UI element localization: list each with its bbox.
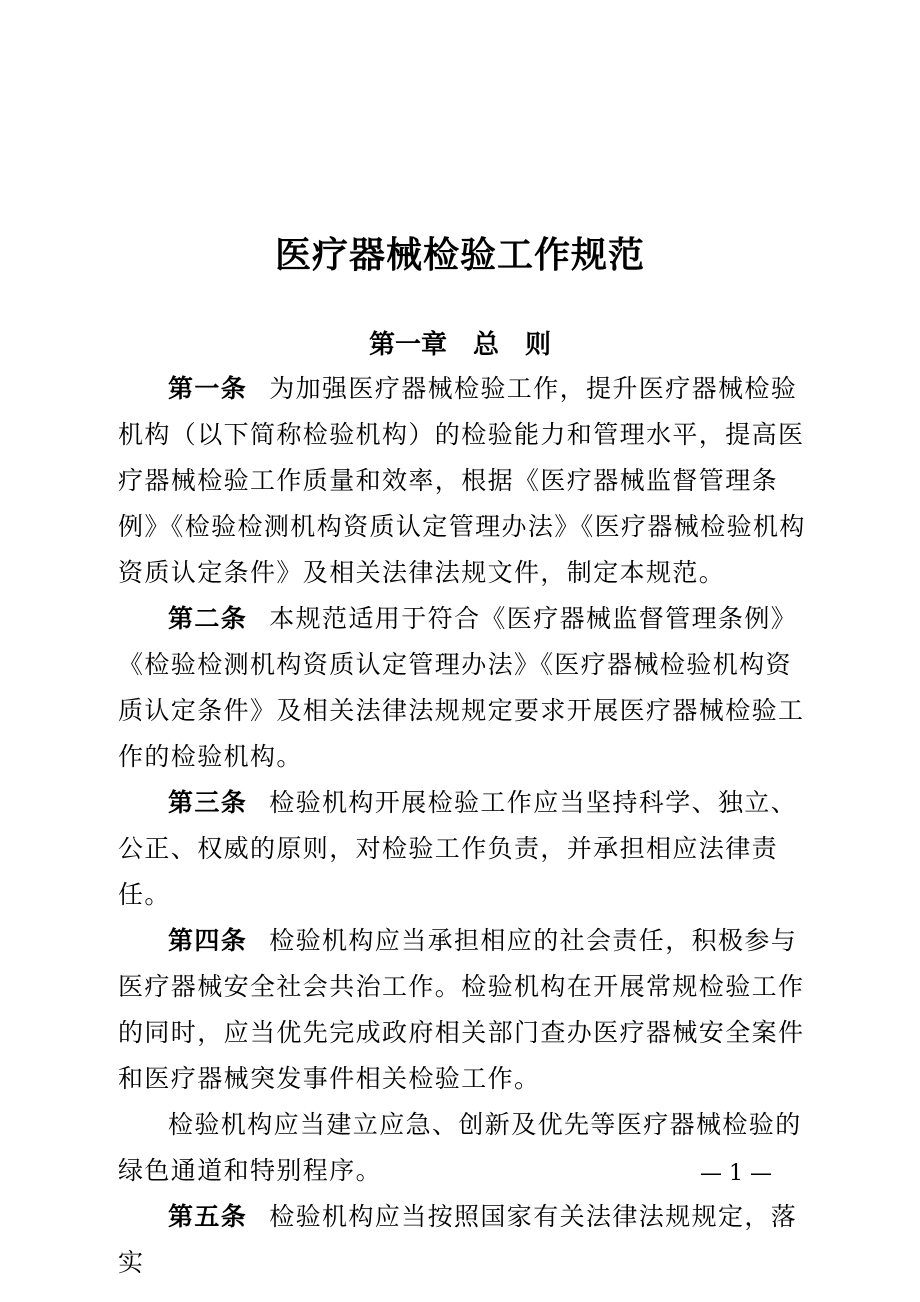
page-number: — 1 — [700, 1161, 772, 1186]
article-text: 检验机构开展检验工作应当坚持科学、独立、公正、权威的原则，对检验工作负责，并承担相应法律责任。 [118, 788, 798, 909]
chapter-title: 第一章 总 则 [368, 330, 551, 360]
article-text: 为加强医疗器械检验工作，提升医疗器械检验机构（以下简称检验机构）的检验能力和管理水平，提高医疗器械检验工作质量和效率，根据《医疗器械监督管理条例》《检验检测机构资质认定管理办法》《医疗器械检验机构资质认定条件》及相关法律法规文件，制定本规范。 [118, 374, 806, 587]
document-body [118, 366, 808, 1286]
article-3-paragraph [118, 780, 808, 918]
article-5-paragraph [118, 1194, 808, 1286]
article-label: 第五条 [168, 1202, 248, 1231]
article-4-paragraph [118, 918, 808, 1102]
article-label: 第四条 [168, 926, 248, 955]
article-text: 检验机构应当承担相应的社会责任，积极参与医疗器械安全社会共治工作。检验机构在开展常规检验工作的同时，应当优先完成政府相关部门查办医疗器械安全案件和医疗器械突发事件相关检验工作。 [118, 926, 805, 1093]
article-text: 检验机构应当建立应急、创新及优先等医疗器械检验的绿色通道和特别程序。 [118, 1110, 802, 1185]
article-label: 第一条 [168, 374, 248, 403]
article-2-paragraph [118, 596, 808, 780]
article-label: 第三条 [168, 788, 248, 817]
document-title: 医疗器械检验工作规范 [274, 234, 645, 276]
article-text: 检验机构应当按照国家有关法律法规规定，落实 [118, 1202, 798, 1277]
article-label: 第二条 [168, 604, 248, 633]
article-text: 本规范适用于符合《医疗器械监督管理条例》《检验检测机构资质认定管理办法》《医疗器械检验机构资质认定条件》及相关法律法规规定要求开展医疗器械检验工作的检验机构。 [118, 604, 805, 771]
article-1-paragraph [118, 366, 808, 596]
